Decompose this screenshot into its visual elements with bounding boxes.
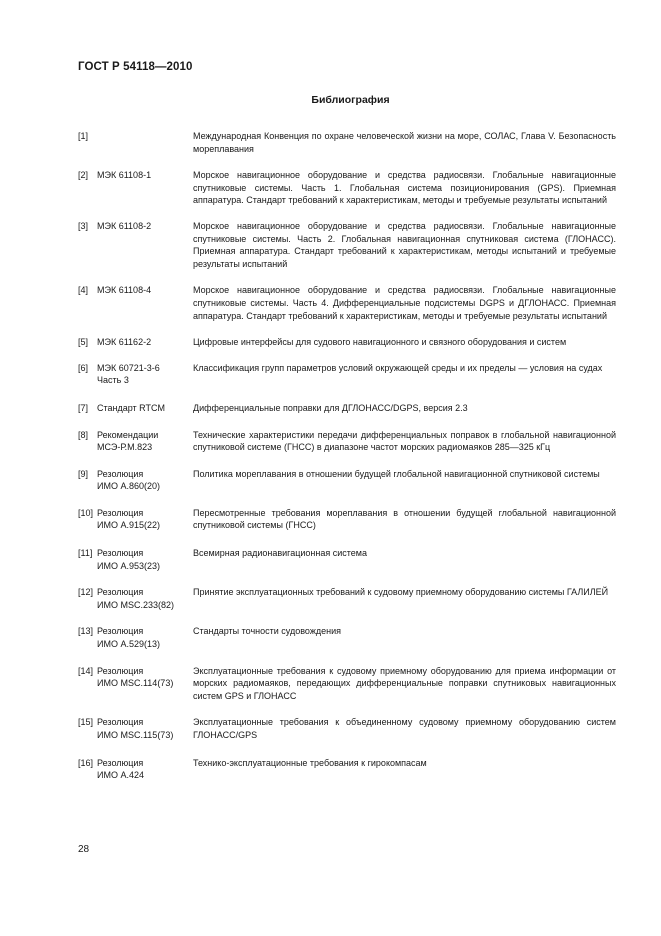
entry-title: Международная Конвенция по охране человеческой жизни на море, СОЛАС, Глава V. Безопасность мореплавания	[193, 131, 616, 154]
entry-number: [10]	[78, 507, 94, 518]
entry-title: Эксплуатационные требования к объединенному судовому приемному оборудованию систем ГЛОНАСС/GPS	[193, 717, 616, 740]
entry-source: Резолюция ИМО А.424	[97, 757, 144, 781]
entry-title: Технико-эксплуатационные требования к гирокомпасам	[193, 757, 427, 768]
entry-source: Резолюция ИМО MSC.115(73)	[97, 717, 174, 740]
entry-number: [16]	[78, 757, 94, 768]
bibliography-entry	[78, 468, 616, 493]
entry-number: [8]	[78, 429, 89, 440]
bibliography-entry	[78, 757, 616, 782]
entry-number: [5]	[78, 337, 89, 348]
entry-source: Рекомендации МСЭ-Р.М.823	[97, 429, 159, 453]
bibliography-entry	[78, 220, 616, 270]
entry-number: [13]	[78, 626, 94, 637]
entry-source: МЭК 61108-1	[97, 170, 152, 181]
entry-number: [12]	[78, 587, 94, 598]
entry-source: Резолюция ИМО А.860(20)	[97, 468, 160, 492]
entry-source: Резолюция ИМО MSC.233(82)	[97, 587, 174, 610]
entry-source: МЭК 61108-2	[97, 220, 152, 231]
entry-source: МЭК 61108-4	[97, 285, 152, 296]
bibliography-entry	[78, 625, 616, 650]
entry-source: МЭК 61162-2	[97, 337, 152, 348]
entry-number: [6]	[78, 362, 89, 373]
entry-title: Морское навигационное оборудование и средства радиосвязи. Глобальные навигационные спутниковые системы. Часть 1. Глобальная система позиционирования (GPS). Приемная аппаратура. Стандарт требований к характеристикам, методы и требуемые результаты испытаний	[193, 170, 616, 206]
entry-title: Пересмотренные требования мореплавания в отношении будущей глобальной навигационной спутниковой системы (ГНСС)	[193, 507, 616, 531]
bibliography-entry	[78, 402, 616, 415]
bibliography-entry	[78, 507, 616, 532]
bibliography-entry	[78, 284, 616, 322]
entry-title: Всемирная радионавигационная система	[193, 548, 368, 559]
bibliography-entry	[78, 169, 616, 207]
bibliography-entry	[78, 336, 616, 349]
entry-title: Морское навигационное оборудование и средства радиосвязи. Глобальные навигационные спутниковые системы. Часть 4. Дифференциальные подсистемы DGPS и ДГЛОНАСС. Приемная аппаратура. Стандарт требований к характеристикам, методы и требуемые результаты испытаний	[193, 285, 616, 321]
bibliography-entry	[78, 362, 616, 387]
entry-title: Технические характеристики передачи дифференциальных поправок в глобальной навигационной спутниковой системе (ГНСС) в диапазоне частот морских радиомаяков 285—325 кГц	[193, 429, 616, 453]
entry-source: Резолюция ИМО А.915(22)	[97, 507, 160, 531]
entry-number: [1]	[78, 131, 89, 141]
entry-source: Резолюция ИМО А.953(23)	[97, 548, 160, 571]
entry-title: Классификация групп параметров условий окружающей среды и их пределы — условия на судах	[193, 362, 603, 373]
entry-title: Политика мореплавания в отношении будущей глобальной навигационной спутниковой системы	[193, 468, 600, 479]
entry-number: [2]	[78, 170, 89, 181]
page-number: 28	[78, 844, 90, 855]
entry-number: [14]	[78, 665, 94, 676]
entry-title: Морское навигационное оборудование и средства радиосвязи. Глобальные навигационные спутниковые системы. Часть 2. Глобальная навигационная спутниковая система (ГЛОНАСС). Приемная аппаратура. Стандарт требований к характеристикам, методы испытаний и требуемые результаты испытаний	[193, 220, 616, 269]
entry-number: [4]	[78, 285, 89, 296]
entry-source: Стандарт RTCM	[97, 402, 166, 413]
bibliography-entry	[78, 547, 616, 572]
entry-source: МЭК 60721-3-6 Часть 3	[97, 362, 160, 386]
entry-title: Стандарты точности судовождения	[193, 626, 341, 637]
entry-source: Резолюция ИМО А.529(13)	[97, 626, 160, 650]
entry-title: Цифровые интерфейсы для судового навигационного и связного оборудования и систем	[193, 337, 567, 348]
section-title: Библиография	[311, 94, 390, 106]
entry-number: [9]	[78, 468, 89, 479]
bibliography-list	[78, 130, 616, 781]
bibliography-entry	[78, 716, 616, 741]
bibliography-entry	[78, 130, 616, 155]
bibliography-entry	[78, 429, 616, 454]
bibliography-entry	[78, 665, 616, 703]
entry-title: Эксплуатационные требования к судовому приемному оборудованию для приема информации от морских радиомаяков, передающих дифференциальные поправки спутниковых навигационных систем GPS и ГЛОНАСС	[193, 665, 616, 701]
entry-source: Резолюция ИМО MSC.114(73)	[97, 665, 174, 689]
document-code: ГОСТ Р 54118—2010	[78, 61, 193, 73]
entry-title: Принятие эксплуатационных требований к судовому приемному оборудованию системы ГАЛИЛЕЙ	[193, 587, 609, 598]
entry-number: [11]	[78, 548, 93, 559]
entry-number: [3]	[78, 220, 89, 231]
entry-number: [15]	[78, 717, 94, 728]
entry-title: Дифференциальные поправки для ДГЛОНАСС/DGPS, версия 2.3	[193, 402, 468, 413]
bibliography-entry	[78, 586, 616, 611]
entry-number: [7]	[78, 402, 89, 413]
